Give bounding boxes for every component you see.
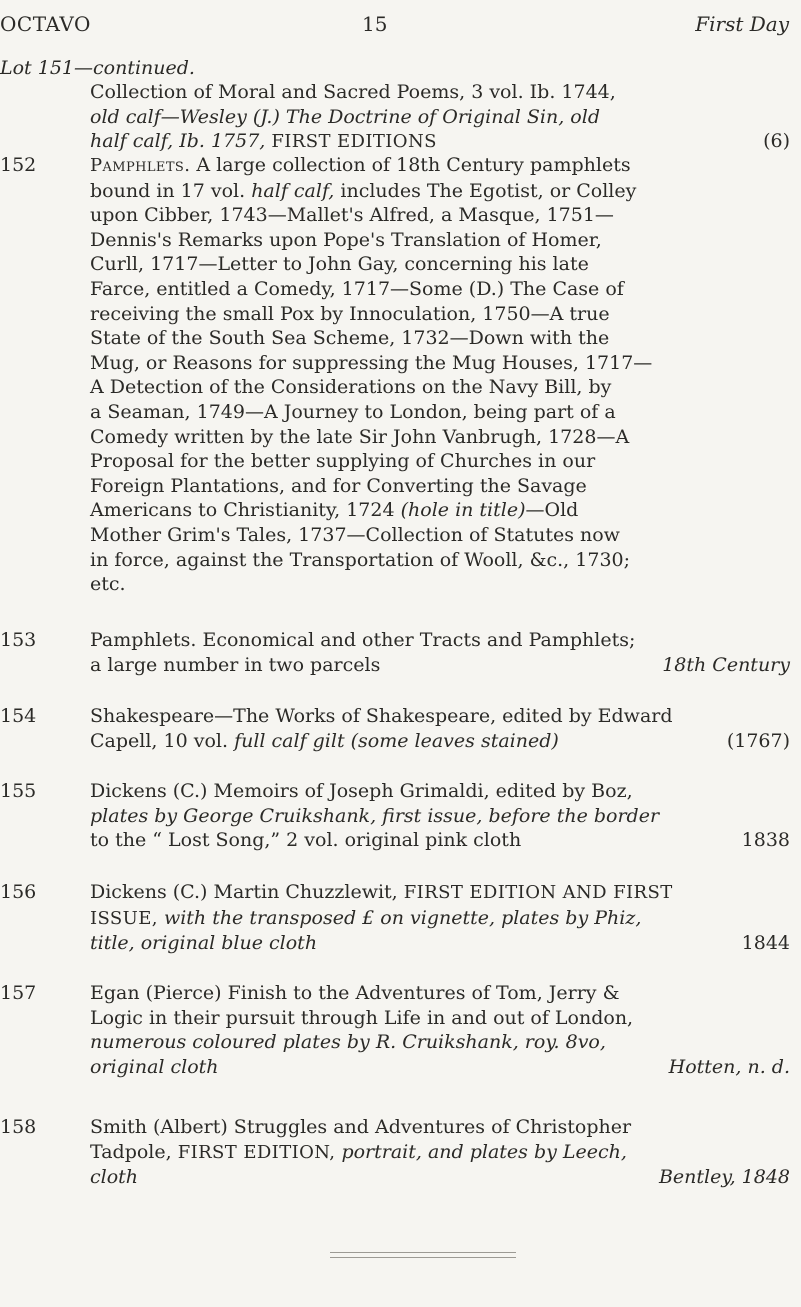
page-header [0,8,801,42]
lot-158-text: Smith (Albert) Struggles and Adventures of Christopher Tadpole, FIRST EDITION, portrait, and plates by Leech, cloth Bentley, 1848 [90,1116,790,1189]
lot-156-text: Dickens (C.) Martin Chuzzlewit, FIRST EDITION AND FIRST ISSUE, with the transposed £ on vignette, plates by Phiz, title, original blue cloth 1844 [90,881,790,955]
lot-number: 154 [0,705,37,727]
end-divider [330,1252,516,1258]
lot-number: 157 [0,982,37,1004]
header-section: OCTAVO [0,12,91,36]
lot-number: 155 [0,780,37,802]
lot-152-text: Pamphlets. A large collection of 18th Century pamphlets bound in 17 vol. half calf, includes The Egotist, or Colley upon Cibber, 1743—Mallet's Alfred, a Masque, 1751— Dennis's Remarks upon Pope's Translation of Homer, Curll, 1717—Letter to John Gay, concerning his late Farce, entitled a Comedy, 1717—Some (D.) The Case of receiving the small Pox by Innoculation, 1750—A true State of the South Sea Scheme, 1732—Down with the Mug, or Reasons for suppressing the Mug Houses, 1717— A Detection of the Considerations on the Navy Bill, by a Seaman, 1749—A Journey to London, being part of a Comedy written by the late Sir John Vanbrugh, 1728—A Proposal for the better supplying of Churches in our Foreign Plantations, and for Converting the Savage Americans to Christianity, 1724 (hole in title)—Old Mother Grim's Tales, 1737—Collection of Statutes now in force, against the Transportation of Wooll, &c., 1730; etc. [90,154,653,596]
lot-151-label: Lot 151—continued. [0,57,195,79]
header-day: First Day [695,12,789,36]
lot-151 [0,56,790,153]
lot-154-text: Shakespeare—The Works of Shakespeare, edited by Edward Capell, 10 vol. full calf gilt (some leaves stained) (1767) [90,705,790,752]
lot-number: 156 [0,881,37,903]
lot-number: 152 [0,154,37,176]
lot-155-text: Dickens (C.) Memoirs of Joseph Grimaldi, edited by Boz, plates by George Cruikshank, first issue, before the border to the “ Lost Song,” 2 vol. original pink cloth 1838 [90,780,790,852]
page-number: 15 [362,12,388,36]
lot-153-text: Pamphlets. Economical and other Tracts and Pamphlets; a large number in two parcels 18th Century [90,629,790,676]
lot-number: 153 [0,629,37,651]
lot-151-text: Collection of Moral and Sacred Poems, 3 vol. Ib. 1744, old calf—Wesley (J.) The Doctrine of Original Sin, old half calf, Ib. 1757, FIRST EDITIONS (6) [90,81,790,153]
lot-157-text: Egan (Pierce) Finish to the Adventures of Tom, Jerry & Logic in their pursuit through Life in and out of London, numerous coloured plates by R. Cruikshank, roy. 8vo, original cloth Hotten, n. d. [90,982,790,1078]
lot-number: 158 [0,1116,37,1138]
